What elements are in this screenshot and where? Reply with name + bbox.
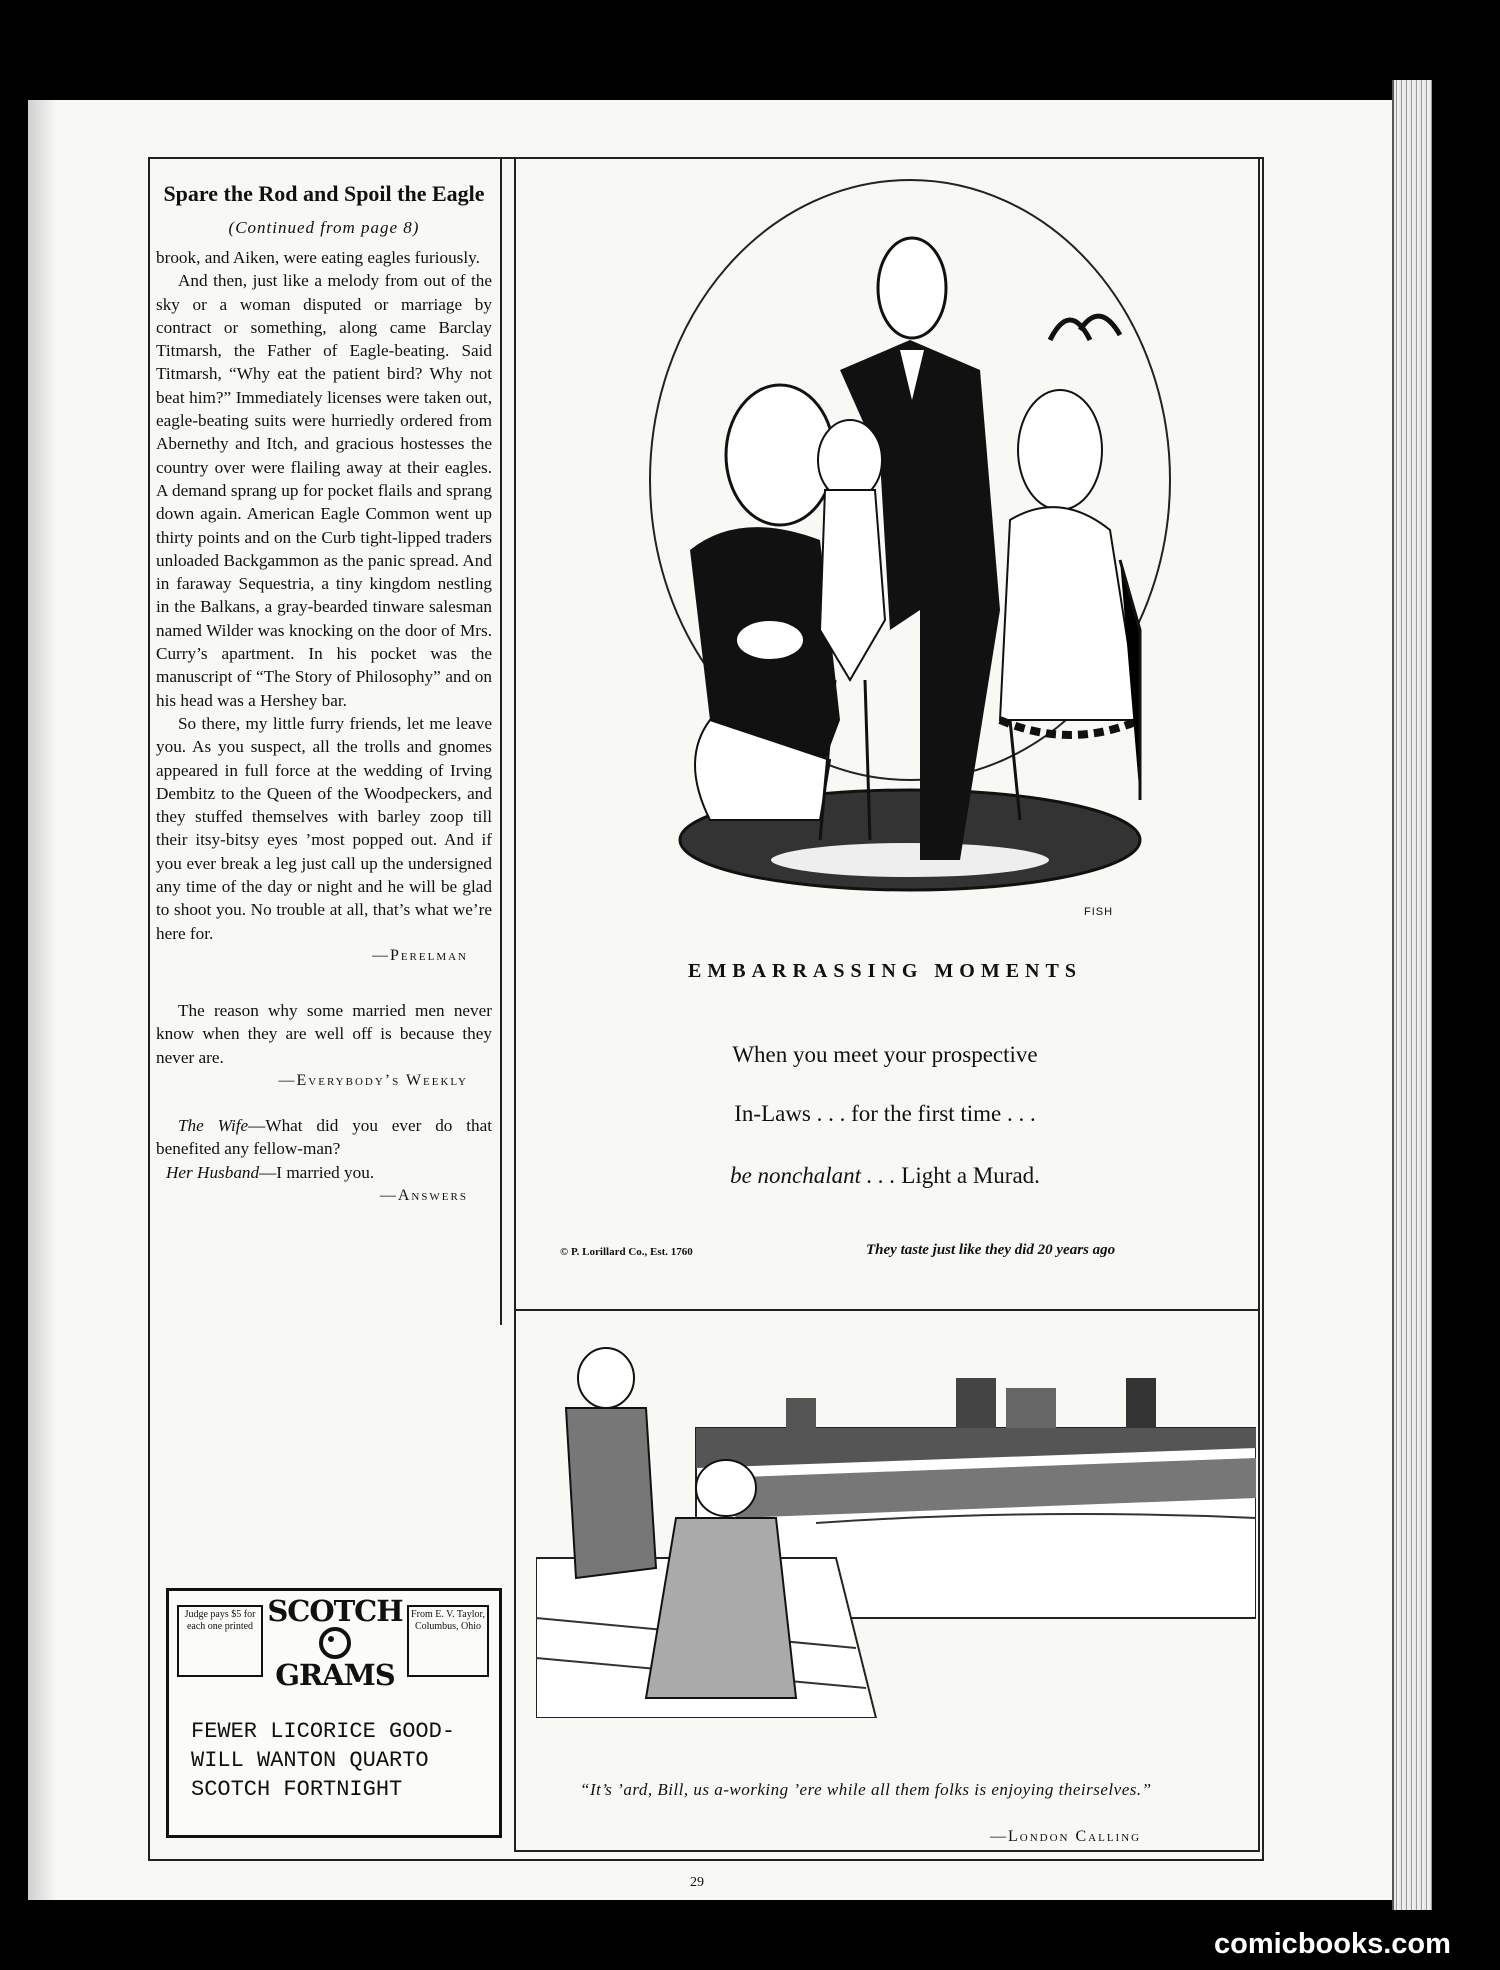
article-paragraph: brook, and Aiken, were eating eagles furiously. bbox=[156, 248, 480, 267]
page-edges bbox=[1392, 80, 1432, 1910]
joke-text: The reason why some married men never know when they are well off is because they never are. bbox=[156, 1000, 492, 1067]
judge-note: Judge pays $5 for each one printed bbox=[177, 1605, 263, 1677]
joke-source: —Answers bbox=[379, 1186, 468, 1204]
article-title: Spare the Rod and Spoil the Eagle bbox=[163, 181, 485, 206]
joke-source: —Everybody’s Weekly bbox=[278, 1071, 468, 1089]
joke-wife-husband bbox=[156, 1114, 492, 1207]
speaker-husband: Her Husband bbox=[166, 1162, 260, 1182]
scotch-lines bbox=[191, 1717, 455, 1804]
article-paragraph: And then, just like a melody from out of the sky or a woman disputed or marriage by contract or something, along came Barclay Titmarsh, the Father of Eagle-beating. Said Titmarsh, “Why eat the patient bird? Why not beat him?” Immediately licenses were taken out, eagle-beating suits were hurriedly ordered from Abernethy and Itch, and gracious hostesses the country over were flailing away at their eagles. A demand sprang up for pocket flails and sprang down again. American Eagle Common went up thirty points and on the Curb tight-lipped traders unloaded Backgammon as the panic spread. And in faraway Sequestria, a tiny kingdom nestling in the Balkans, a gray-bearded tinware salesman named Wilder was knocking on the door of Mrs. Curry’s apartment. In his pocket was the manuscript of “The Story of Philosophy” and on his head was a Hershey bar. bbox=[156, 271, 492, 710]
ad-illustration bbox=[620, 160, 1200, 920]
ad-line-3-rest: Light a Murad. bbox=[895, 1163, 1040, 1188]
scotch-line: SCOTCH FORTNIGHT bbox=[191, 1777, 403, 1802]
scotch-header bbox=[169, 1591, 499, 1691]
ad-copyright: © P. Lorillard Co., Est. 1760 bbox=[560, 1246, 693, 1258]
artist-signature: FISH bbox=[1084, 906, 1114, 918]
left-column bbox=[156, 180, 492, 1207]
husband-line: —I married you. bbox=[259, 1162, 375, 1182]
ad-headline: EMBARRASSING MOMENTS bbox=[688, 960, 1082, 982]
ad-line-3-italic: be nonchalant . . . bbox=[730, 1163, 896, 1188]
gutter-shadow bbox=[28, 100, 56, 1900]
joke-line-husband bbox=[156, 1161, 492, 1184]
joke-married-men bbox=[156, 999, 492, 1092]
column-divider bbox=[500, 157, 502, 1325]
scotch-title-top: SCOTCH bbox=[267, 1594, 403, 1628]
ad-line-2: In-Laws . . . for the first time . . . bbox=[734, 1101, 1036, 1126]
article-byline: —Perelman bbox=[371, 946, 468, 964]
article-body bbox=[156, 246, 492, 945]
site-watermark: comicbooks.com bbox=[1214, 1928, 1451, 1960]
scotch-line: WILL WANTON QUARTO bbox=[191, 1748, 429, 1773]
from-note: From E. V. Taylor, Columbus, Ohio bbox=[407, 1605, 489, 1677]
scotch-title-bottom: GRAMS bbox=[275, 1658, 395, 1692]
cartoon-illustration bbox=[536, 1318, 1256, 1718]
scotch-line: FEWER LICORICE GOOD- bbox=[191, 1719, 456, 1744]
joke-line-wife bbox=[156, 1114, 492, 1161]
page-number: 29 bbox=[690, 1875, 704, 1890]
ad-line-1: When you meet your prospective bbox=[732, 1042, 1038, 1067]
wife-line: —What did you ever do that benefited any fellow-man? bbox=[156, 1116, 492, 1159]
article-paragraph: So there, my little furry friends, let me leave you. As you suspect, all the trolls and gnomes appeared in full force at the wedding of Irving Dembitz to the Queen of the Woodpeckers, and they stuffed themselves with barley zoop till their itsy-bitsy eyes ’most popped out. And if you ever break a leg just call up the undersigned any time of the day or night and he will be glad to shoot you. No trouble at all, that’s what we’re here for. bbox=[156, 713, 492, 943]
continued-note: (Continued from page 8) bbox=[228, 218, 420, 237]
speaker-wife: The Wife bbox=[178, 1116, 249, 1136]
cartoon-caption: “It’s ’ard, Bill, us a-working ’ere while all them folks is enjoying theirselves.” bbox=[580, 1780, 1152, 1799]
cartoon-source: —London Calling bbox=[990, 1828, 1142, 1845]
scotch-title bbox=[267, 1595, 403, 1691]
ad-tagline: They taste just like they did 20 years ago bbox=[866, 1242, 1116, 1258]
scotch-o-grams-box bbox=[166, 1588, 502, 1838]
scotch-o-icon bbox=[319, 1627, 351, 1659]
ad-line-3 bbox=[514, 1163, 1256, 1189]
